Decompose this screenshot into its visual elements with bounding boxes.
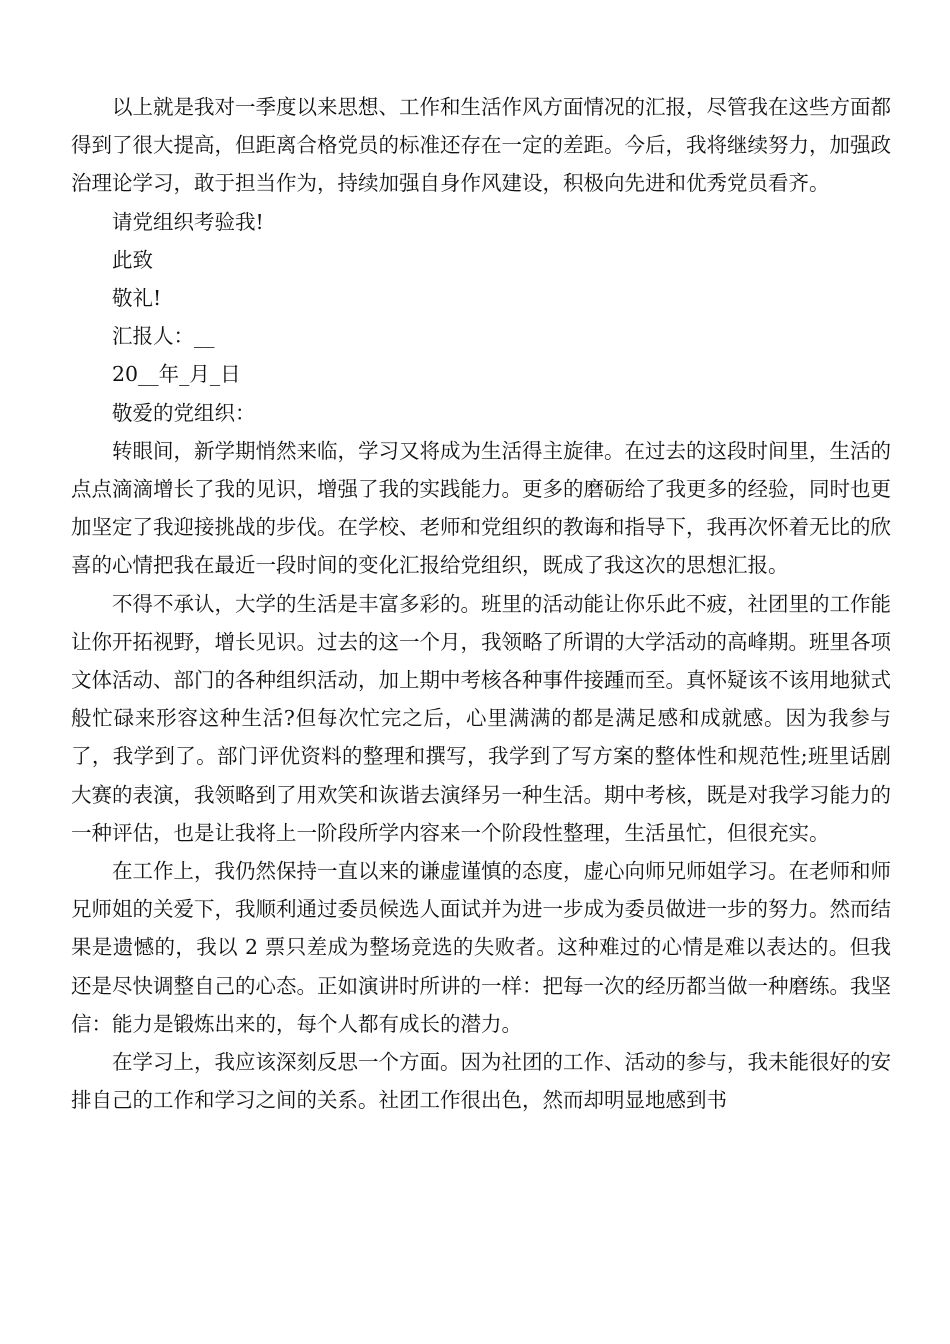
- paragraph-study: 在学习上，我应该深刻反思一个方面。因为社团的工作、活动的参与，我未能很好的安排自己的工作和学习之间的关系。社团工作很出色，然而却明显地感到书: [71, 1050, 891, 1113]
- paragraph-request: 请党组织考验我!: [112, 209, 264, 234]
- date-line: 20__年_月_日: [112, 362, 241, 387]
- paragraph-college-life: 不得不承认，大学的生活是丰富多彩的。班里的活动能让你乐此不疲，社团里的工作能让你开拓视野，增长见识。过去的这一个月，我领略了所谓的大学活动的高峰期。班里各项文体活动、部门的各种组织活动，加上期中考核各种事件接踵而至。真怀疑该不该用地狱式般忙碌来形容这种生活?但每次忙完之后，心里满满的都是满足感和成就感。因为我参与了，我学到了。部门评优资料的整理和撰写，我学到了写方案的整体性和规范性;班里话剧大赛的表演，我领略到了用欢笑和诙谐去演绎另一种生活。期中考核，既是对我学习能力的一种评估，也是让我将上一阶段所学内容来一个阶段性整理，生活虽忙，但很充实。: [71, 591, 891, 845]
- paragraph-intro: 转眼间，新学期悄然来临，学习又将成为生活得主旋律。在过去的这段时间里，生活的点点滴滴增长了我的见识，增强了我的实践能力。更多的磨砺给了我更多的经验，同时也更加坚定了我迎接挑战的步伐。在学校、老师和党组织的教诲和指导下，我再次怀着无比的欣喜的心情把我在最近一段时间的变化汇报给党组织，既成了我这次的思想汇报。: [71, 438, 891, 578]
- greeting: 敬爱的党组织：: [112, 400, 256, 425]
- closing-salutation: 此致: [112, 247, 153, 272]
- document-body: [71, 88, 891, 1119]
- reporter-line: 汇报人：__: [112, 324, 215, 349]
- paragraph-work: 在工作上，我仍然保持一直以来的谦虚谨慎的态度，虚心向师兄师姐学习。在老师和师兄师姐的关爱下，我顺利通过委员候选人面试并为进一步成为委员做进一步的努力。然而结果是遗憾的，我以 2 票只差成为整场竞选的失败者。这种难过的心情是难以表达的。但我还是尽快调整自己的心态。正如演讲时所讲的一样：把每一次的经历都当做一种磨练。我坚信：能力是锻炼出来的，每个人都有成长的潜力。: [71, 859, 891, 1036]
- closing-regards: 敬礼!: [112, 286, 162, 311]
- paragraph-summary: 以上就是我对一季度以来思想、工作和生活作风方面情况的汇报，尽管我在这些方面都得到了很大提高，但距离合格党员的标准还存在一定的差距。今后，我将继续努力，加强政治理论学习，敢于担当作为，持续加强自身作风建设，积极向先进和优秀党员看齐。: [71, 95, 891, 196]
